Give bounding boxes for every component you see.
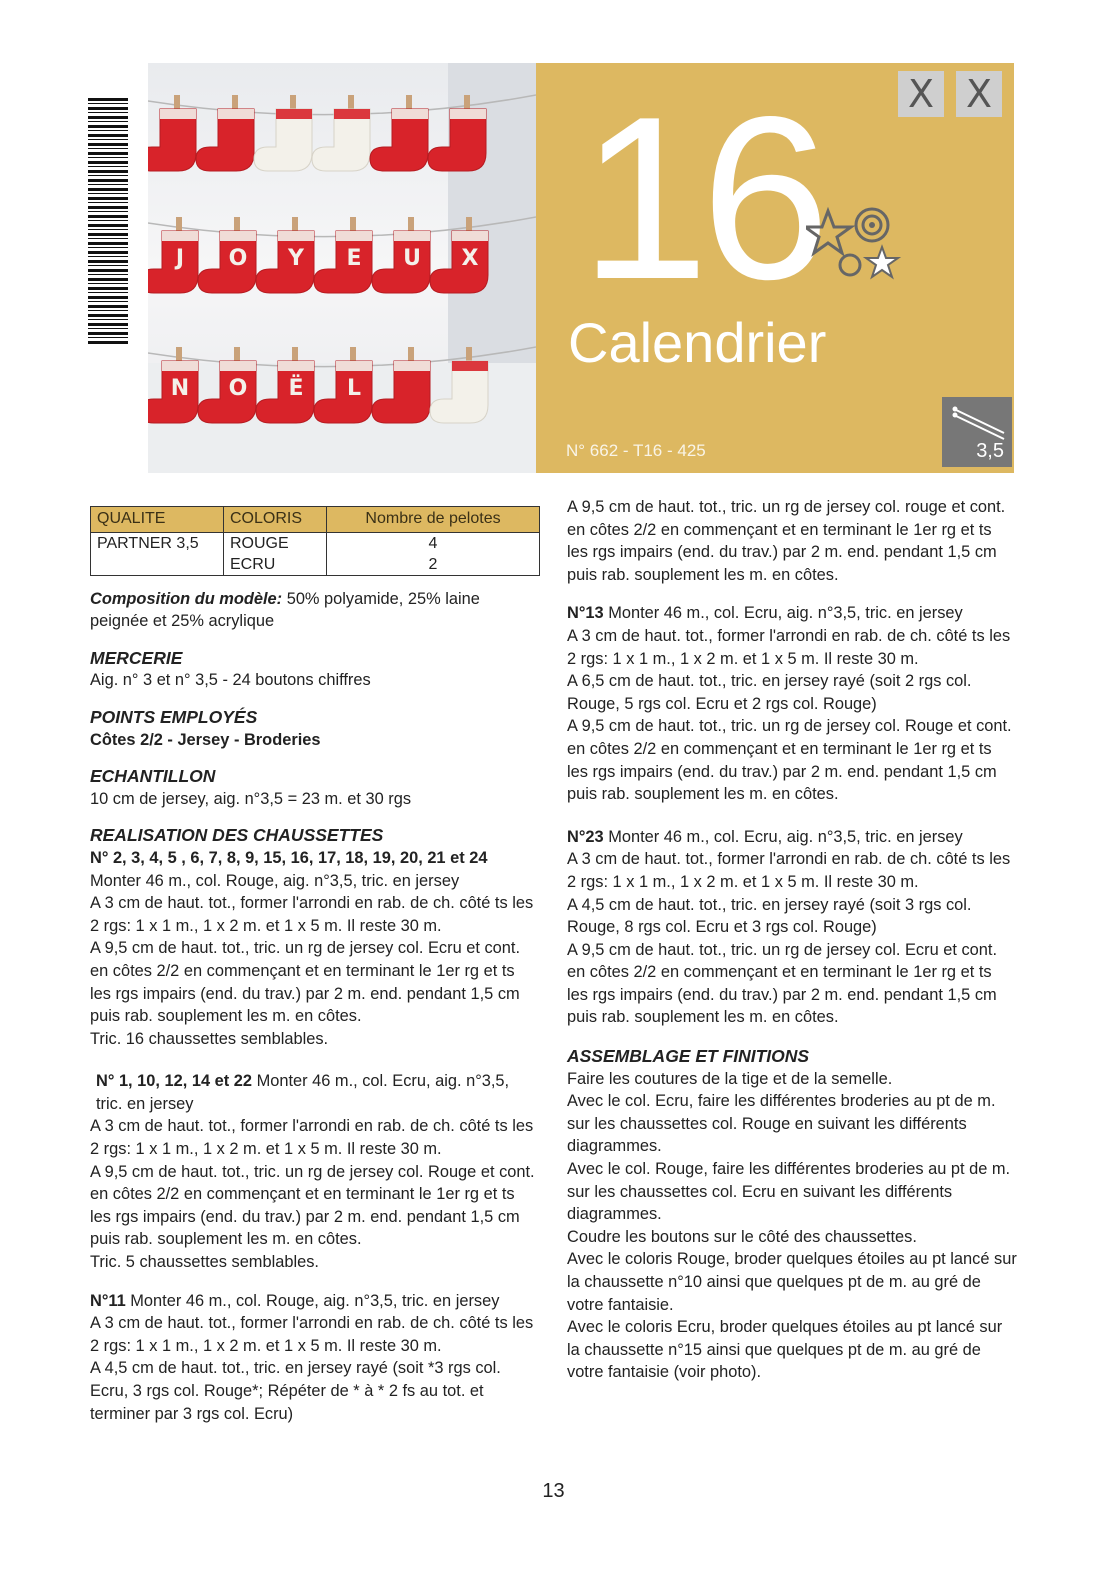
stocking-cuff — [162, 231, 198, 241]
stocking-cuff — [334, 109, 370, 119]
table-row — [91, 532, 540, 554]
left-column — [90, 506, 540, 1425]
group2-line: A 3 cm de haut. tot., former l'arrondi en rab. de ch. côté ts les 2 rgs: 1 x 1 m., 1 x 2 m. et 1 x 5 m. Il reste 30 m. — [90, 1117, 534, 1159]
assemblage-line: Avec le col. Ecru, faire les différentes broderies au pt de m. sur les chaussettes col. Rouge en suivant les différents diagrammes. — [567, 1092, 996, 1156]
echantillon-title: ECHANTILLON — [90, 766, 216, 787]
group1-line: Tric. 16 chaussettes semblables. — [90, 1029, 329, 1048]
color-cell: ROUGE — [224, 532, 327, 554]
group2-intro-text: Monter 46 m., col. Ecru, aig. n°3,5, tric. en jersey — [96, 1072, 510, 1113]
assemblage-line: Avec le coloris Ecru, broder quelques étoiles au pt lancé sur la chaussette n°15 ainsi que quelques pt de m. au gré de votre fantaisie (voir photo). — [567, 1318, 1003, 1382]
needle-size: 3,5 — [976, 440, 1004, 462]
group4-heading: N°13 — [567, 604, 604, 623]
reference-number: N° 662 - T16 - 425 — [566, 441, 706, 460]
stocking-cuff — [394, 231, 430, 241]
header-color: COLORIS — [224, 507, 327, 533]
header-quality: QUALITE — [91, 507, 224, 533]
stocking-letter: E — [346, 246, 362, 271]
count-cell: 4 — [327, 532, 540, 554]
stocking-cuff — [450, 109, 486, 119]
knitting-needles-icon — [952, 403, 1006, 443]
group5-line: A 9,5 cm de haut. tot., tric. un rg de jersey col. Ecru et cont. en côtes 2/2 en commençant et en terminant le 1er rg et ts les rgs impairs (end. du trav.) par 2 m. end. pendant 1,5 cm puis rab. souplement les m. en côtes. — [567, 940, 998, 1027]
group5-intro — [567, 826, 1017, 849]
assemblage-line: Coudre les boutons sur le côté des chaussettes. — [567, 1227, 917, 1246]
group1-line: Monter 46 m., col. Rouge, aig. n°3,5, tric. en jersey — [90, 871, 460, 890]
group4-intro-text: Monter 46 m., col. Ecru, aig. n°3,5, tric. en jersey — [608, 604, 963, 623]
stocking-cuff — [336, 361, 372, 371]
group4-intro — [567, 602, 1017, 625]
stocking-letter: U — [403, 246, 421, 271]
points-text: Côtes 2/2 - Jersey - Broderies — [90, 730, 321, 749]
group1-line: A 3 cm de haut. tot., former l'arrondi en rab. de ch. côté ts les 2 rgs: 1 x 1 m., 1 x 2 m. et 1 x 5 m. Il reste 30 m. — [90, 894, 534, 935]
group3-line: A 4,5 cm de haut. tot., tric. en jersey rayé (soit *3 rgs col. Ecru, 3 rgs col. Rouge*; Répéter de * à * 2 fs au tot. et terminer par 3 rgs col. Ecru) — [90, 1359, 501, 1423]
group2-line: A 9,5 cm de haut. tot., tric. un rg de jersey col. Rouge et cont. en côtes 2/2 en commençant et en terminant le 1er rg et ts les rgs impairs (end. du trav.) par 2 m. end. pendant 1,5 cm puis rab. souplement les m. en côtes. — [90, 1162, 535, 1249]
table-row — [91, 554, 540, 576]
echantillon-text: 10 cm de jersey, aig. n°3,5 = 23 m. et 30 rgs — [90, 789, 412, 808]
mercerie-title: MERCERIE — [90, 647, 183, 668]
group2-intro — [90, 1070, 540, 1115]
assemblage-line: Faire les coutures de la tige et de la semelle. — [567, 1069, 893, 1088]
barcode — [88, 98, 128, 346]
stocking-letter: Ë — [288, 376, 304, 401]
title-panel — [536, 63, 1014, 473]
stocking-cuff — [394, 361, 430, 371]
group5-line: A 3 cm de haut. tot., former l'arrondi en rab. de ch. côté ts les 2 rgs: 1 x 1 m., 1 x 2 m. et 1 x 5 m. Il reste 30 m. — [567, 850, 1011, 891]
page-number: 13 — [542, 1480, 565, 1502]
stocking-letter: O — [228, 376, 248, 401]
stocking-cuff — [220, 231, 256, 241]
stocking-cuff — [278, 231, 314, 241]
stocking-cuff — [160, 109, 196, 119]
points-title: POINTS EMPLOYÉS — [90, 706, 258, 727]
quality-cell: PARTNER 3,5 — [91, 532, 224, 554]
group3-intro — [90, 1290, 540, 1313]
needle-mark-1: X — [898, 71, 944, 117]
composition — [90, 588, 540, 633]
stocking-cuff — [392, 109, 428, 119]
stocking-cuff — [336, 231, 372, 241]
stocking-cuff — [452, 361, 488, 371]
stocking-cuff — [276, 109, 312, 119]
mercerie-text: Aig. n° 3 et n° 3,5 - 24 boutons chiffres — [90, 671, 371, 690]
stocking-cuff — [220, 361, 256, 371]
quality-cell-empty — [91, 554, 224, 576]
group3-line: A 9,5 cm de haut. tot., tric. un rg de jersey col. rouge et cont. en côtes 2/2 en commençant et en terminant le 1er rg et ts les rgs impairs (end. du trav.) par 2 m. end. pendant 1,5 cm puis rab. souplement les m. en côtes. — [567, 498, 1006, 584]
group4-line: A 3 cm de haut. tot., former l'arrondi en rab. de ch. côté ts les 2 rgs: 1 x 1 m., 1 x 2 m. et 1 x 5 m. Il reste 30 m. — [567, 626, 1011, 668]
stocking-letter: O — [228, 246, 248, 271]
right-column — [567, 496, 1017, 1384]
stocking-cuff — [162, 361, 198, 371]
panel-title: Calendrier — [568, 311, 827, 374]
group3-line: A 3 cm de haut. tot., former l'arrondi en rab. de ch. côté ts les 2 rgs: 1 x 1 m., 1 x 2 m. et 1 x 5 m. Il reste 30 m. — [90, 1314, 534, 1355]
stocking-letter: X — [461, 246, 479, 271]
group4-line: A 9,5 cm de haut. tot., tric. un rg de jersey col. Rouge et cont. en côtes 2/2 en commençant et en terminant le 1er rg et ts les rgs impairs (end. du trav.) par 2 m. end. pendant 1,5 cm puis rab. souplement les m. en côtes. — [567, 717, 1012, 804]
stocking-cuff — [278, 361, 314, 371]
pattern-number: 16 — [580, 69, 823, 328]
group3-heading: N°11 — [90, 1291, 126, 1310]
stocking-letter: J — [175, 246, 185, 271]
group1-line: A 9,5 cm de haut. tot., tric. un rg de jersey col. Ecru et cont. en côtes 2/2 en commençant et en terminant le 1er rg et ts les rgs impairs (end. du trav.) par 2 m. end. pendant 1,5 cm puis rab. souplement les m. en côtes. — [90, 939, 521, 1026]
group2-line: Tric. 5 chaussettes semblables. — [90, 1253, 319, 1272]
header-balls: Nombre de pelotes — [327, 507, 540, 533]
stocking-cuff — [452, 231, 488, 241]
group2-heading: N° 1, 10, 12, 14 et 22 — [96, 1072, 252, 1091]
stocking-letter: Y — [288, 246, 304, 271]
composition-text: 50% polyamide, 25% laine peignée et 25% acrylique — [90, 589, 480, 631]
star-shapes-icon — [806, 203, 926, 303]
stocking-cuff — [218, 109, 254, 119]
stocking-letter: N — [170, 376, 190, 401]
realisation-title: REALISATION DES CHAUSSETTES — [90, 825, 384, 846]
assemblage-line: Avec le coloris Rouge, broder quelques étoiles au pt lancé sur la chaussette n°10 ainsi que quelques pt de m. au gré de votre fantaisie. — [567, 1250, 1017, 1314]
yarn-table — [90, 506, 540, 576]
color-cell: ECRU — [224, 554, 327, 576]
stocking-letter: L — [346, 376, 362, 401]
stockings-illustration — [148, 63, 536, 473]
group5-heading: N°23 — [567, 827, 604, 846]
group5-intro-text: Monter 46 m., col. Ecru, aig. n°3,5, tric. en jersey — [608, 827, 963, 846]
product-photo — [148, 63, 536, 473]
group5-line: A 4,5 cm de haut. tot., tric. en jersey rayé (soit 3 rgs col. Rouge, 8 rgs col. Ecru et 3 rgs col. Rouge) — [567, 895, 972, 937]
needle-size-badge — [942, 397, 1012, 467]
group3-intro-text: Monter 46 m., col. Rouge, aig. n°3,5, tric. en jersey — [130, 1291, 500, 1310]
group4-line: A 6,5 cm de haut. tot., tric. en jersey rayé (soit 2 rgs col. Rouge, 5 rgs col. Ecru et 2 rgs col. Rouge) — [567, 672, 972, 713]
group1-heading: N° 2, 3, 4, 5 , 6, 7, 8, 9, 15, 16, 17, 18, 19, 20, 21 et 24 — [90, 848, 488, 867]
needle-mark-2: X — [956, 71, 1002, 117]
count-cell: 2 — [327, 554, 540, 576]
assemblage-title: ASSEMBLAGE ET FINITIONS — [567, 1046, 810, 1067]
composition-label: Composition du modèle: — [90, 589, 283, 608]
assemblage-line: Avec le col. Rouge, faire les différentes broderies au pt de m. sur les chaussettes col. Ecru en suivant les différents diagrammes. — [567, 1160, 1011, 1224]
